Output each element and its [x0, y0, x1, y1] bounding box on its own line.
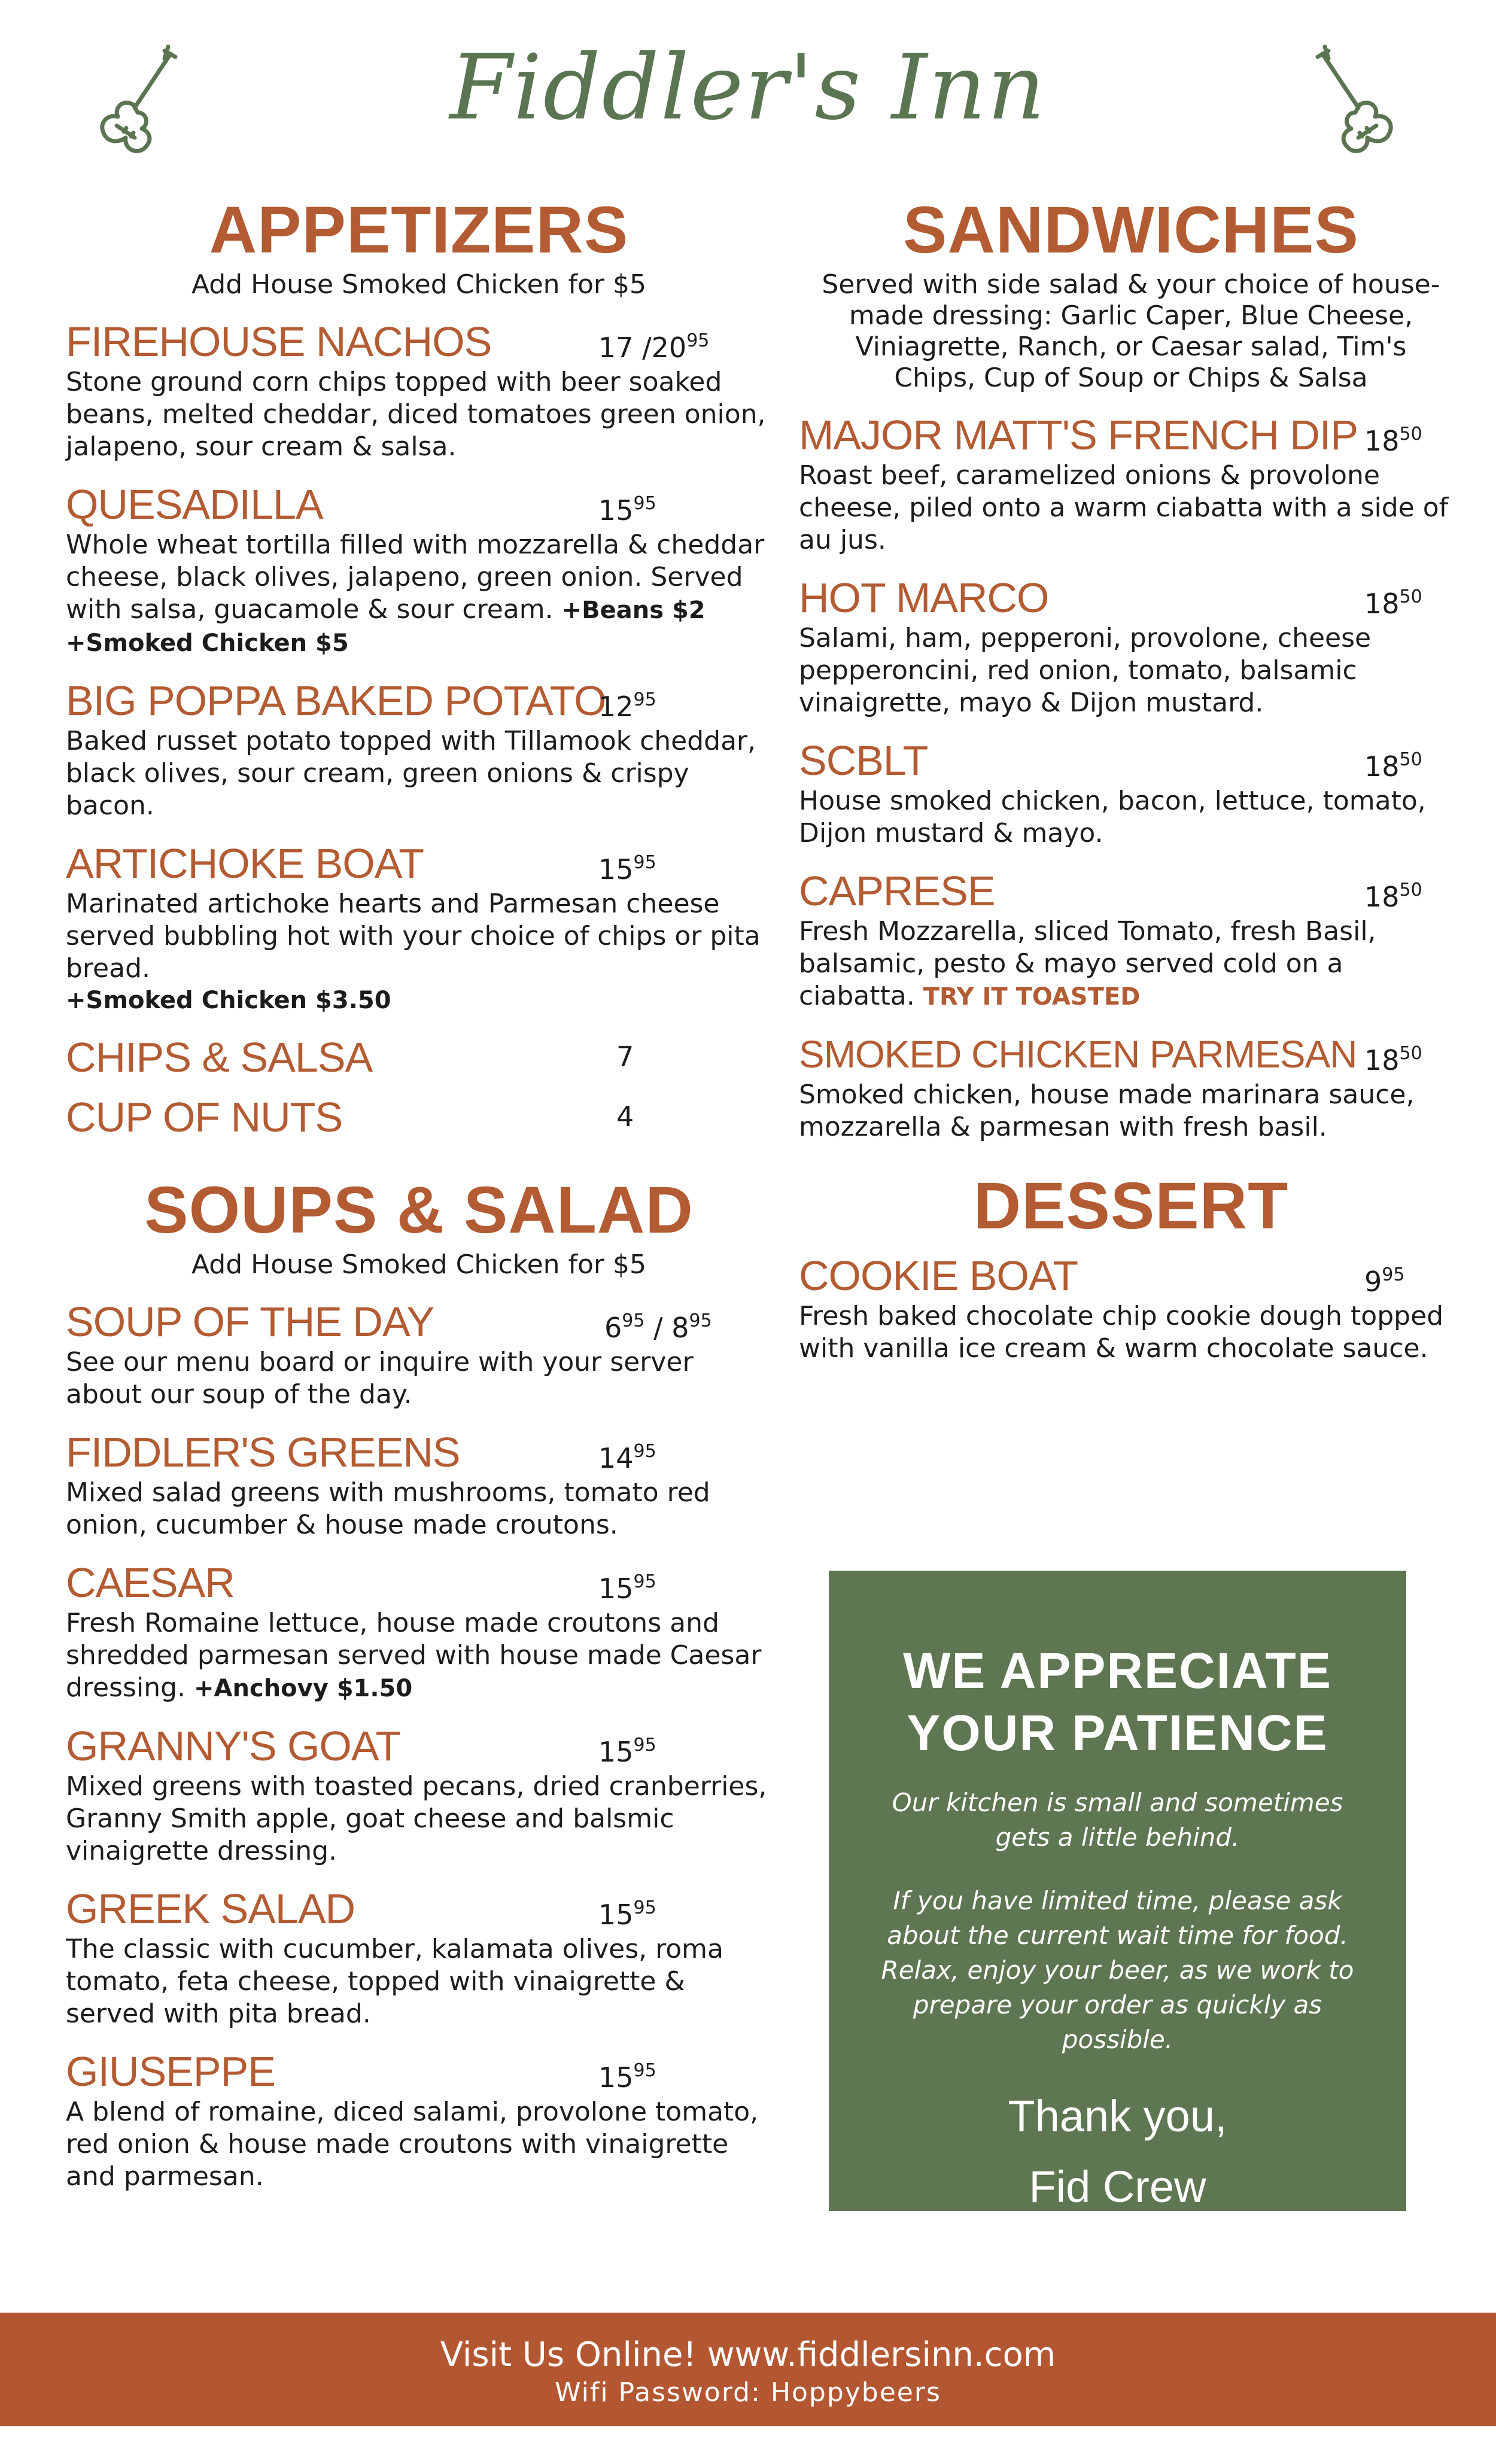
item-name: FIREHOUSE NACHOS: [66, 318, 492, 365]
item-price: $18^{50}$: [1364, 586, 1422, 620]
appetizers-subtitle: Add House Smoked Chicken for $5: [191, 269, 646, 300]
item-description: The classic with cucumber, kalamata olives, roma tomato, feta cheese, topped with vinaigrette & served with pita bread.: [66, 1934, 723, 2029]
menu-item-grannys-goat: [66, 1721, 772, 1867]
item-name: SCBLT: [799, 737, 928, 784]
item-description: Fresh baked chocolate chip cookie dough topped with vanilla ice cream & warm chocolate sauce.: [799, 1301, 1444, 1364]
item-price: $18^{50}$: [1364, 1043, 1422, 1076]
item-name: CAPRESE: [799, 868, 995, 914]
item-description: Mixed salad greens with mushrooms, tomato red onion, cucumber & house made croutons.: [66, 1477, 710, 1540]
item-name: ARTICHOKE BOAT: [66, 840, 424, 887]
item-price: $9^{95}$: [1364, 1264, 1405, 1298]
item-name: CUP OF NUTS: [66, 1094, 343, 1140]
menu-item-artichoke-boat: [66, 839, 772, 1016]
item-price: $14^{95}$: [598, 1441, 656, 1474]
right-column: [799, 191, 1463, 1365]
appetizers-title: APPETIZERS: [209, 193, 629, 267]
menu-item-hot-marco: [799, 573, 1463, 719]
item-addon: +Beans $2 +Smoked Chicken $5: [66, 597, 706, 657]
left-column: [66, 191, 772, 2193]
item-description: Fresh Mozzarella, sliced Tomato, fresh Basil, balsamic, pesto & mayo served cold on a ciabatta. TRY IT TOASTED: [799, 916, 1376, 1011]
item-description: Marinated artichoke hearts and Parmesan cheese served bubbling hot with your choice of chips or pita bread.: [66, 889, 761, 984]
item-name: COOKIE BOAT: [799, 1252, 1078, 1299]
wifi-password: Wifi Password: Hoppybeers: [555, 2377, 941, 2408]
notice-signature-line2: Fid Crew: [1029, 2162, 1206, 2211]
notice-heading-line2: YOUR PATIENCE: [907, 1705, 1328, 1761]
item-price: 17 $/20^{95}$: [598, 330, 710, 364]
item-price: $6^{95} / 8^{95}$: [604, 1310, 712, 1344]
restaurant-title: Fiddler's Inn: [449, 36, 1047, 140]
menu-item-chips-salsa: [66, 1033, 772, 1082]
item-description: Smoked chicken, house made marinara sauce, mozzarella & parmesan with fresh basil.: [799, 1079, 1415, 1142]
item-price: $15^{95}$: [598, 1735, 656, 1768]
footer-banner: [0, 2313, 1496, 2426]
item-description: Whole wheat tortilla filled with mozzarella & cheddar cheese, black olives, jalapeno, green onion. Served with salsa, guacamole & sour cream. +Beans $2 +Smoked Chicken $5: [66, 530, 765, 657]
item-price: $15^{95}$: [598, 2060, 656, 2094]
item-description: House smoked chicken, bacon, lettuce, tomato, Dijon mustard & mayo.: [799, 786, 1426, 848]
menu-item-caprese: [799, 866, 1463, 1013]
patience-notice: [829, 1571, 1406, 2211]
item-price: $18^{50}$: [1364, 749, 1422, 783]
item-price: $15^{95}$: [598, 493, 656, 527]
item-price: $15^{95}$: [598, 1571, 656, 1605]
website-link[interactable]: Visit Us Online! www.fiddlersinn.com: [440, 2335, 1056, 2374]
item-price: $15^{95}$: [598, 852, 656, 886]
menu-item-firehouse-nachos: [66, 317, 772, 463]
item-description: Fresh Romaine lettuce, house made croutons and shredded parmesan served with house made Caesar dressing. +Anchovy $1.50: [66, 1608, 762, 1703]
item-name: CAESAR: [66, 1559, 235, 1606]
menu-item-big-poppa-baked-potato: [66, 676, 772, 822]
item-description: See our menu board or inquire with your server about our soup of the day.: [66, 1347, 694, 1410]
menu-item-major-matts-french-dip: [799, 410, 1463, 556]
item-name: HOT MARCO: [799, 574, 1049, 621]
notice-signature-line1: Thank you,: [1008, 2091, 1227, 2141]
menu-item-soup-of-the-day: [66, 1297, 772, 1411]
notice-paragraph: Our kitchen is small and sometimes gets a little behind.: [892, 1788, 1343, 1852]
item-name: FIDDLER'S GREENS: [66, 1429, 460, 1476]
menu-item-cup-of-nuts: [66, 1093, 772, 1142]
menu-item-cookie-boat: [799, 1251, 1463, 1365]
sandwiches-subtitle: Served with side salad & your choice of house-made dressing: Garlic Caper, Blue Cheese, Viniagrette, Ranch, or Caesar salad, Tim's Chips, Cup of Soup or Chips & Salsa: [822, 269, 1440, 393]
item-addon: +Smoked Chicken $3.50: [66, 987, 391, 1014]
soups-salad-title: SOUPS & SALAD: [144, 1173, 694, 1247]
item-name: GRANNY'S GOAT: [66, 1723, 401, 1769]
item-price: $18^{50}$: [1364, 424, 1422, 457]
item-description: Salami, ham, pepperoni, provolone, cheese pepperoncini, red onion, tomato, balsamic vinaigrette, mayo & Dijon mustard.: [799, 623, 1372, 718]
item-name: GIUSEPPE: [66, 2048, 275, 2095]
item-description: Baked russet potato topped with Tillamook cheddar, black olives, sour cream, green onions & crispy bacon.: [66, 726, 756, 821]
item-name: CHIPS & SALSA: [66, 1034, 373, 1081]
dessert-title: DESSERT: [973, 1169, 1289, 1243]
notice-paragraph: If you have limited time, please ask about the current wait time for food. Relax, enjoy your beer, as we work to prepare your order as quickly as possible.: [881, 1886, 1354, 2054]
item-name: SMOKED CHICKEN PARMESAN: [799, 1033, 1357, 1076]
item-description: Roast beef, caramelized onions & provolone cheese, piled onto a warm ciabatta with a side of au jus.: [799, 460, 1449, 555]
menu-item-giuseppe: [66, 2047, 772, 2193]
item-name: SOUP OF THE DAY: [66, 1298, 434, 1345]
menu-item-greek-salad: [66, 1884, 772, 2030]
item-price: $12^{95}$: [598, 689, 656, 723]
menu-item-fiddlers-greens: [66, 1428, 772, 1541]
menu-item-caesar: [66, 1558, 772, 1705]
item-description: A blend of romaine, diced salami, provolone tomato, red onion & house made croutons with vinaigrette and parmesan.: [66, 2097, 759, 2192]
item-price: 4: [616, 1100, 634, 1133]
menu-item-scblt: [799, 736, 1463, 850]
item-addon: +Anchovy $1.50: [194, 1675, 413, 1702]
item-description: Stone ground corn chips topped with beer soaked beans, melted cheddar, diced tomatoes green onion, jalapeno, sour cream & salsa.: [66, 367, 766, 462]
item-price: $15^{95}$: [598, 1897, 656, 1931]
sandwiches-title: SANDWICHES: [903, 193, 1359, 267]
item-price: 7: [616, 1041, 634, 1073]
menu-item-quesadilla: [66, 480, 772, 659]
notice-heading-line1: WE APPRECIATE: [903, 1642, 1332, 1699]
item-name: BIG POPPA BAKED POTATO: [66, 677, 606, 724]
menu-item-smoked-chicken-parmesan: [799, 1030, 1463, 1143]
item-name: MAJOR MATT'S FRENCH DIP: [799, 412, 1358, 458]
item-name: QUESADILLA: [66, 481, 323, 528]
item-name: GREEK SALAD: [66, 1885, 355, 1932]
item-description: Mixed greens with toasted pecans, dried cranberries, Granny Smith apple, goat cheese and balsmic vinaigrette dressing.: [66, 1771, 767, 1866]
item-price: $18^{50}$: [1364, 880, 1422, 913]
soups-salad-subtitle: Add House Smoked Chicken for $5: [191, 1249, 646, 1280]
item-addon: TRY IT TOASTED: [923, 983, 1141, 1011]
